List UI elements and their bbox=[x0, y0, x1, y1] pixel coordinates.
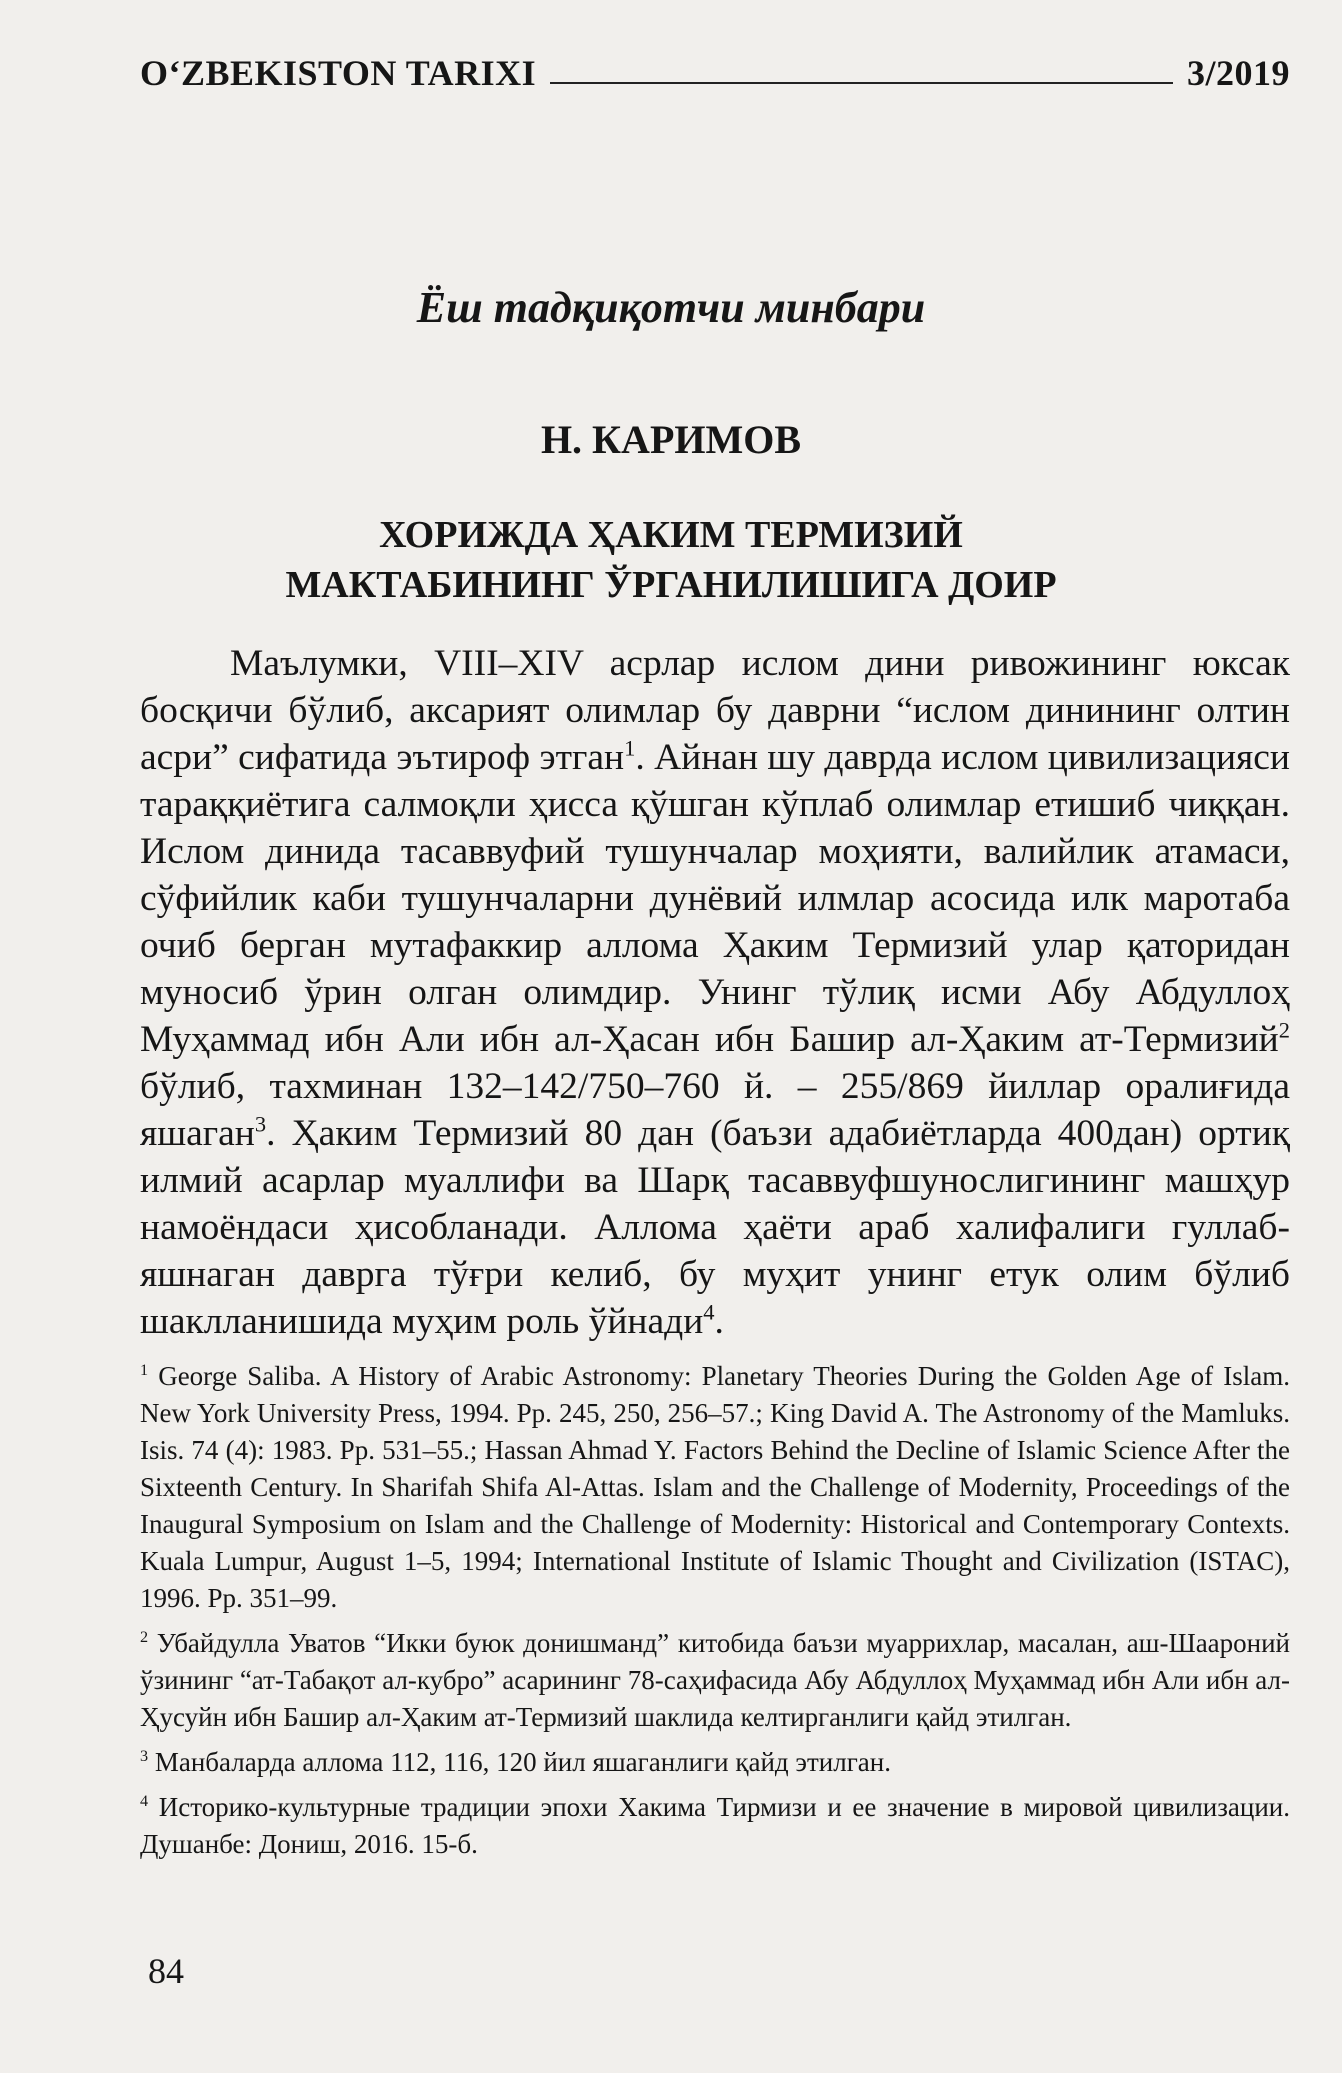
footnote-1 bbox=[140, 1358, 1290, 1617]
body-paragraph bbox=[140, 640, 1290, 1345]
footnote-text: Убайдулла Уватов “Икки буюк донишманд” китобида баъзи муаррихлар, масалан, аш-Шаароний ўзининг “ат-Табақот ал-кубро” асарининг 78-саҳифасида Абу Абдуллоҳ Муҳаммад ибн Али ибн ал-Ҳусуйн ибн Башир ал-Ҳаким ат-Термизий шаклида келтирганлиги қайд этилган. bbox=[140, 1628, 1291, 1732]
footnote-ref-4: 4 bbox=[703, 1299, 715, 1325]
page-number: 84 bbox=[148, 1951, 184, 1991]
body-text-segment: . bbox=[714, 1301, 724, 1342]
footnote-2 bbox=[140, 1625, 1290, 1736]
footnote-ref-3: 3 bbox=[254, 1111, 267, 1137]
article-body bbox=[140, 640, 1290, 1345]
footnote-text: Манбаларда аллома 112, 116, 120 йил яшаганлиги қайд этилган. bbox=[154, 1747, 891, 1777]
footnote-number: 4 bbox=[140, 1792, 149, 1810]
article-title-line-2: МАКТАБИНИНГ ЎРГАНИЛИШИГА ДОИР bbox=[285, 564, 1057, 606]
header-rule bbox=[550, 82, 1173, 84]
footnote-4 bbox=[140, 1789, 1290, 1863]
footnote-ref-2: 2 bbox=[1278, 1017, 1290, 1043]
body-text-segment: бўлиб, тахминан 132–142/750–760 й. – 255/869 йиллар оралиғида яшаган bbox=[140, 1066, 1290, 1154]
journal-name: O‘ZBEKISTON TARIXI bbox=[140, 53, 537, 93]
footnote-number: 1 bbox=[140, 1361, 149, 1379]
article-title-line-1: ХОРИЖДА ҲАКИМ ТЕРМИЗИЙ bbox=[379, 514, 963, 556]
footnote-text: Историко-культурные традиции эпохи Хакима Тирмизи и ее значение в мировой цивилизации. Душанбе: Дониш, 2016. 15-б. bbox=[140, 1792, 1291, 1859]
section-title: Ёш тадқиқотчи минбари bbox=[416, 283, 926, 332]
body-text-segment: Маълумки, VIII–XIV асрлар ислом дини ривожининг юксак босқичи бўлиб, аксарият олимлар бу даврни “ислом динининг олтин асри” сифатида эътироф этган bbox=[140, 643, 1290, 778]
footnotes bbox=[140, 1358, 1290, 1871]
body-text-segment: . Айнан шу даврда ислом цивилизацияси тараққиётига салмоқли ҳисса қўшган кўплаб олимлар етишиб чиққан. Ислом динида тасаввуфий тушунчалар моҳияти, валийлик атамаси, сўфийлик каби тушунчаларни дунёвий илмлар асосида илк маротаба очиб берган мутафаккир аллома Ҳаким Термизий улар қаторидан муносиб ўрин олган олимдир. Унинг тўлиқ исми Абу Абдуллоҳ Муҳаммад ибн Али ибн ал-Ҳасан ибн Башир ал-Ҳаким ат-Термизий bbox=[140, 737, 1290, 1060]
footnote-number: 2 bbox=[140, 1628, 149, 1646]
author-name: Н. КАРИМОВ bbox=[540, 417, 802, 462]
footnote-text: George Saliba. A History of Arabic Astronomy: Planetary Theories During the Golden Age of Islam. New York University Press, 1994. Pp. 245, 250, 256–57.; King David A. The Astronomy of the Mamluks. Isis. 74 (4): 1983. Pp. 531–55.; Hassan Ahmad Y. Factors Behind the Decline of Islamic Science After the Sixteenth Century. In Sharifah Shifa Al-Attas. Islam and the Challenge of Modernity, Proceedings of the Inaugural Symposium on Islam and the Challenge of Modernity: Historical and Contemporary Contexts. Kuala Lumpur, August 1–5, 1994; International Institute of Islamic Thought and Civilization (ISTAC), 1996. Pp. 351–99. bbox=[140, 1361, 1291, 1613]
footnote-ref-1: 1 bbox=[624, 735, 636, 761]
issue-number: 3/2019 bbox=[1186, 53, 1290, 93]
body-text-segment: . Ҳаким Термизий 80 дан (баъзи адабиётларда 400дан) ортиқ илмий асарлар муаллифи ва Шарқ тасаввуфшунослигининг машҳур намоёндаси ҳисобланади. Аллома ҳаёти араб халифалиги гуллаб-яшнаган даврга тўғри келиб, бу муҳит унинг етук олим бўлиб шаклланишида муҳим роль ўйнади bbox=[140, 1113, 1290, 1342]
footnote-3 bbox=[140, 1744, 1290, 1781]
footnote-number: 3 bbox=[140, 1747, 149, 1765]
article-title bbox=[0, 510, 1342, 610]
running-header bbox=[140, 44, 1290, 94]
